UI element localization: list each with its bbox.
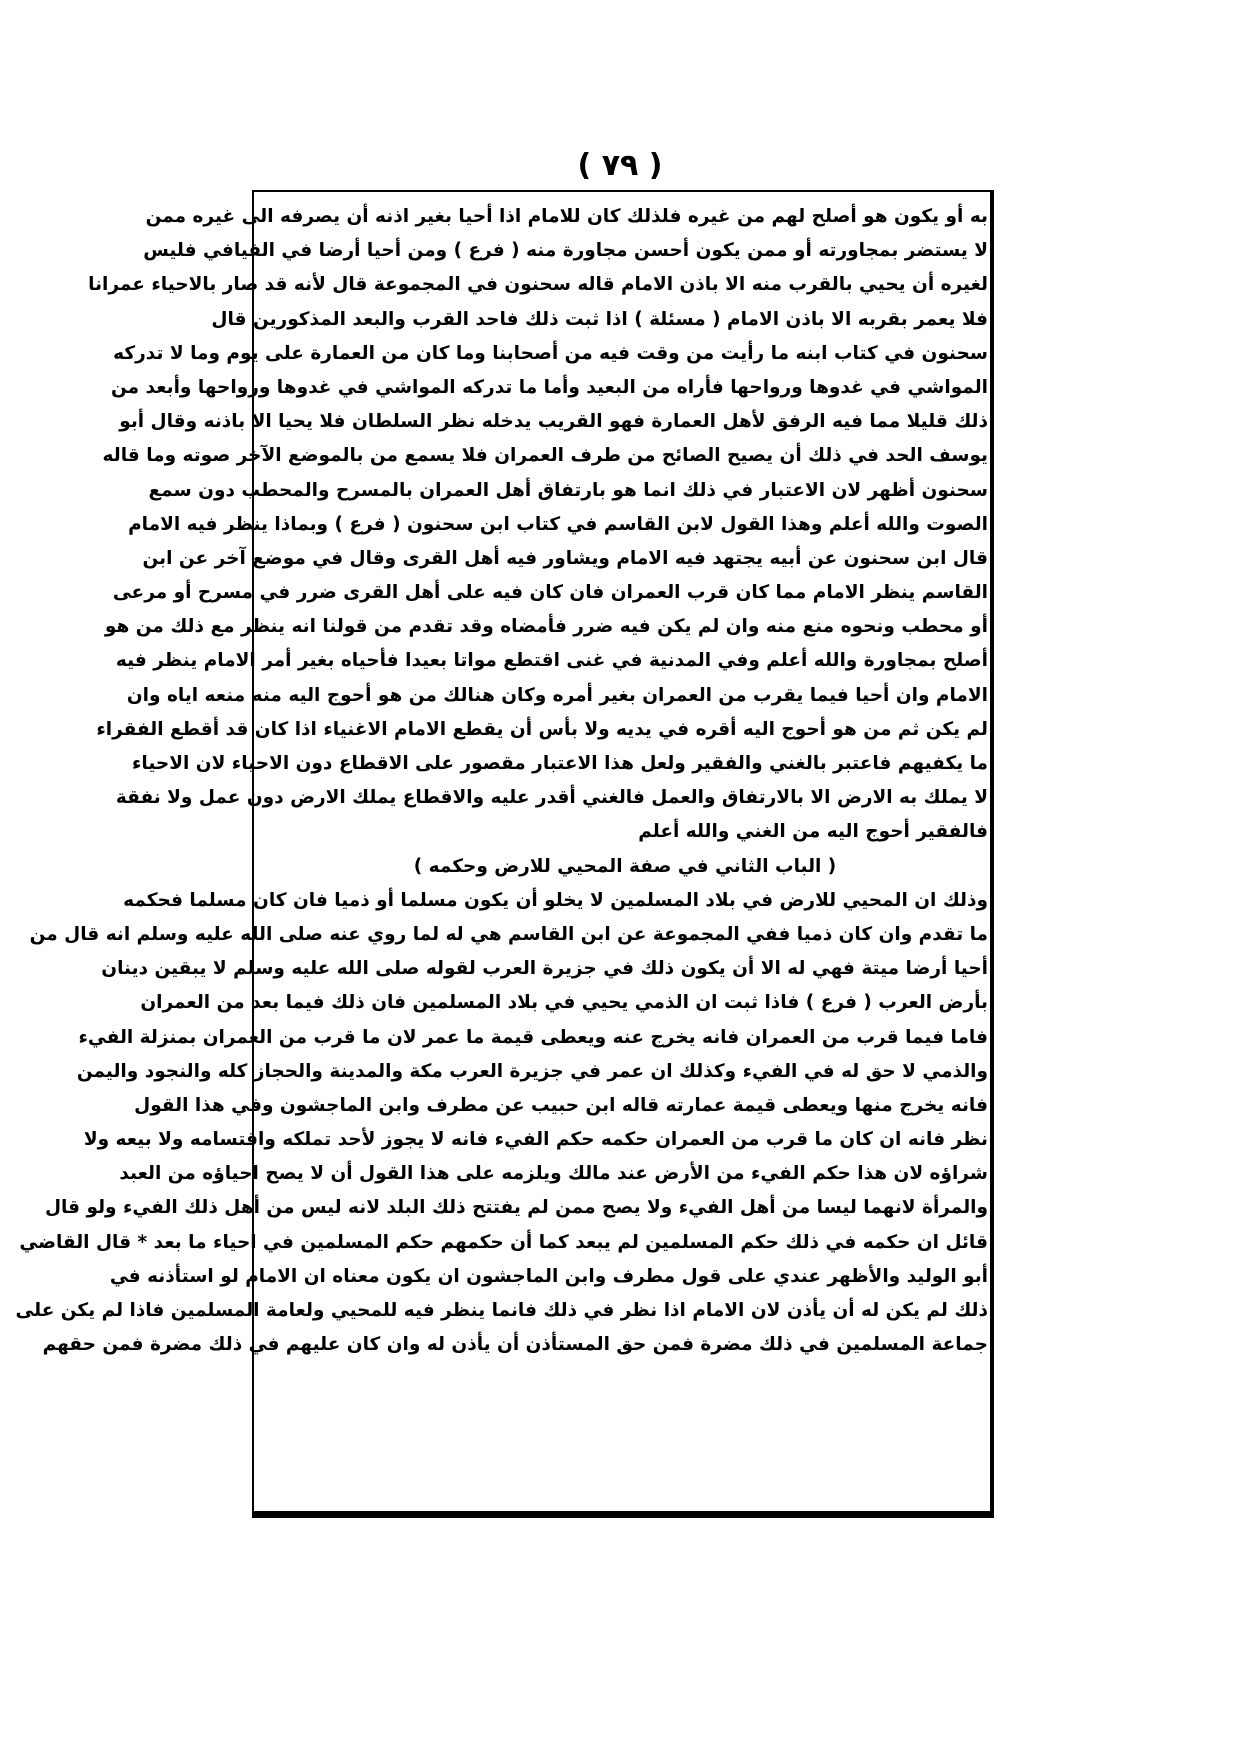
text-line: أحيا أرضا ميتة فهي له الا أن يكون ذلك في جزيرة العرب لقوله صلى الله عليه وسلم لا يبقين دينان: [101, 958, 988, 980]
chapter-heading: ( الباب الثاني في صفة المحيي للارض وحكمه ): [413, 855, 837, 877]
text-line: لا يملك به الارض الا بالارتفاق والعمل فالغني أقدر عليه والاقطاع يملك الارض دون عمل ولا نفقة: [115, 787, 988, 809]
text-line: والذمي لا حق له في الفيء وكذلك ان عمر في جزيرة العرب مكة والمدينة والحجاز كله والنجود واليمن: [76, 1060, 988, 1082]
text-line: لم يكن ثم من هو أحوج اليه أقره في يديه ولا بأس أن يقطع الامام الاغنياء اذا كان قد أقطع الفقراء: [96, 718, 988, 740]
text-line: به أو يكون هو أصلح لهم من غيره فلذلك كان للامام اذا أحيا بغير اذنه أن يصرفه الى غيره ممن: [145, 206, 988, 227]
text-line: قال ابن سحنون عن أبيه يجتهد فيه الامام ويشاور فيه أهل القرى وقال في موضع آخر عن ابن: [142, 547, 988, 569]
text-line: نظر فانه ان كان ما قرب من العمران حكمه حكم الفيء فانه لا يجوز لأحد تملكه واقتسامه ولا بيعه ولا: [83, 1129, 988, 1151]
paragraph-2: [15, 884, 988, 1363]
text-line: أو محطب ونحوه منع منه وان لم يكن فيه ضرر فأمضاه وقد تقدم من قولنا انه ينظر مع ذلك من هو: [104, 616, 988, 638]
text-line: فاما فيما قرب من العمران فانه يخرج عنه ويعطى قيمة ما عمر لان ما قرب من العمران بمنزلة الفيء: [78, 1026, 988, 1048]
text-line: يوسف الحد في ذلك أن يصيح الصائح من طرف العمران فلا يسمع من بالموضع الآخر صوته وما قاله: [102, 445, 988, 467]
paragraph-1: [88, 200, 988, 850]
text-line: ذلك لم يكن له أن يأذن لان الامام اذا نظر في ذلك فانما ينظر فيه للمحيي ولعامة المسلمين فاذا لم يكن على: [15, 1300, 988, 1321]
text-line: بأرض العرب ( فرع ) فاذا ثبت ان الذمي يحيي في بلاد المسلمين فان ذلك فيما بعد من العمران: [140, 992, 988, 1014]
text-line: قائل ان حكمه في ذلك حكم المسلمين لم يبعد كما أن حكمهم حكم المسلمين في احياء ما بعد * قال القاضي: [19, 1231, 988, 1253]
text-line: سحنون في كتاب ابنه ما رأيت من وقت فيه من أصحابنا وما كان من العمارة على يوم وما لا تدركه: [113, 342, 988, 364]
text-line: أبو الوليد والأظهر عندي على قول مطرف وابن الماجشون ان يكون معناه ان الامام لو استأذنه في: [109, 1265, 988, 1287]
text-line: ما يكفيهم فاعتبر بالغني والفقير ولعل هذا الاعتبار مقصور على الاقطاع دون الاحياء لان الاحياء: [131, 753, 988, 774]
text-line: ذلك قليلا مما فيه الرفق لأهل العمارة فهو القريب يدخله نظر السلطان فلا يحيا الا باذنه وقال أبو: [119, 411, 988, 433]
text-line: لغيره أن يحيي بالقرب منه الا باذن الامام قاله سحنون في المجموعة قال لأنه قد صار بالاحياء عمرانا: [88, 274, 988, 296]
text-line: والمرأة لانهما ليسا من أهل الفيء ولا يصح ممن لم يفتتح ذلك البلد لانه ليس من أهل ذلك الفيء ولو قال: [44, 1197, 988, 1219]
text-line: الامام وان أحيا فيما يقرب من العمران بغير أمره وكان هنالك من هو أحوج اليه منه منعه اياه وان: [126, 684, 988, 706]
text-line: لا يستضر بمجاورته أو ممن يكون أحسن مجاورة منه ( فرع ) ومن أحيا أرضا في الفيافي فليس: [143, 240, 988, 262]
page-body: [15, 200, 988, 1362]
text-line: الصوت والله أعلم وهذا القول لابن القاسم في كتاب ابن سحنون ( فرع ) وبماذا ينظر فيه الامام: [128, 513, 988, 535]
text-line: فالفقير أحوج اليه من الغني والله أعلم: [638, 821, 988, 843]
text-line: القاسم ينظر الامام مما كان قرب العمران فان كان فيه على أهل القرى ضرر في مسرح أو مرعى: [112, 582, 988, 604]
text-line: فلا يعمر بقربه الا باذن الامام ( مسئلة ) اذا ثبت ذلك فاحد القرب والبعد المذكورين قال: [211, 308, 988, 330]
text-line: شراؤه لان هذا حكم الفيء من الأرض عند مالك ويلزمه على هذا القول أن لا يصح احياؤه من العبد: [119, 1163, 988, 1185]
text-line: سحنون أظهر لان الاعتبار في ذلك انما هو بارتفاق أهل العمران بالمسرح والمحطب دون سمع: [148, 479, 988, 501]
text-line: وذلك ان المحيي للارض في بلاد المسلمين لا يخلو أن يكون مسلما أو ذميا فان كان مسلما فحكمه: [123, 889, 988, 911]
page-number: ( ٧٩ ): [577, 148, 663, 183]
text-line: المواشي في غدوها ورواحها فأراه من البعيد وأما ما تدركه المواشي في غدوها ورواحها وأبعد من: [110, 376, 988, 398]
text-line: فانه يخرج منها ويعطى قيمة عمارته قاله ابن حبيب عن مطرف وابن الماجشون وفي هذا القول: [134, 1094, 988, 1116]
text-line: ما تقدم وان كان ذميا ففي المجموعة عن ابن القاسم هي له لما روي عنه صلى الله عليه وسلم انه قال من: [29, 923, 988, 945]
text-line: أصلح بمجاورة والله أعلم وفي المدنية في غنى اقتطع مواتا بعيدا فأحياه بغير أمر الامام ينظر فيه: [115, 650, 988, 672]
text-line: جماعة المسلمين في ذلك مضرة فمن حق المستأذن أن يأذن له وان كان عليهم في ذلك مضرة فمن حقهم: [42, 1334, 988, 1356]
